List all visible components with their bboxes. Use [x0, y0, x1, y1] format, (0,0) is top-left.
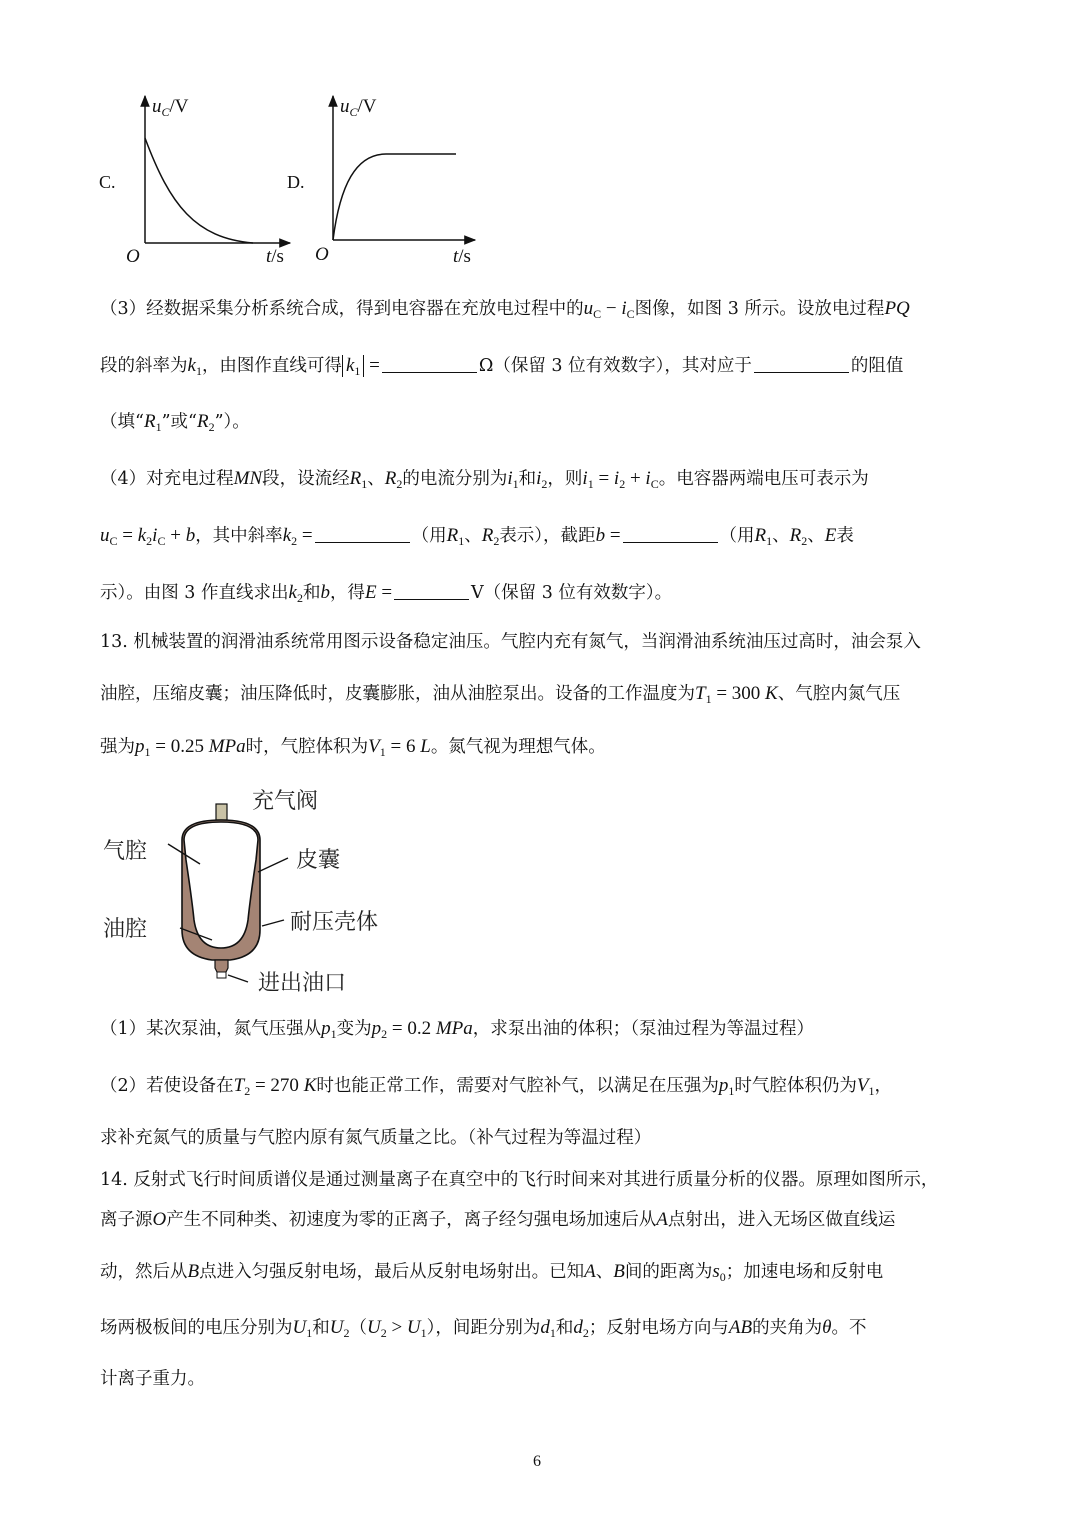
- graph-c: [120, 90, 295, 270]
- answer-blank-e[interactable]: [394, 581, 469, 600]
- q12-part3-line2: 段的斜率为$k_1$，由图作直线可得 $k_1 = \Omega$（保留 3 位有效数字），其对应于 的阻值: [100, 355, 904, 378]
- q12-part4-line1: （4）对充电过程MN段，设流经$R_1$、$R_2$的电流分别为$i_1$和$i_2$，则$i_1 = i_2 + i_C$。电容器两端电压可表示为: [100, 468, 869, 491]
- q12-part3-line1: （3）经数据采集分析系统合成，得到电容器在充放电过程中的$u_C - i_C$图像，如图 3 所示。设放电过程PQ: [100, 298, 910, 321]
- q13-line1: 13. 机械装置的润滑油系统常用图示设备稳定油压。气腔内充有氮气，当润滑油系统油压过高时，油会泵入: [100, 632, 921, 652]
- graph-c-y-label: $u_C/V$: [152, 96, 189, 119]
- answer-blank-k2[interactable]: [315, 524, 410, 543]
- answer-blank-k1[interactable]: [382, 354, 477, 373]
- label-bladder: 皮囊: [296, 848, 341, 873]
- q13-sub1: （1）某次泵油，氮气压强从$p_1$变为$p_2 = 0.2$ MPa，求泵出油的体积；（泵油过程为等温过程）: [100, 1018, 815, 1041]
- page-number: 6: [533, 1453, 541, 1470]
- q14-line2: 离子源O产生不同种类、初速度为零的正离子，离子经匀强电场加速后从A点射出，进入无场区做直线运: [100, 1209, 896, 1230]
- q12-part3-line3: （填“$R_1$”或“$R_2$”）。: [100, 411, 250, 434]
- graph-c-x-label: t/s: [266, 246, 284, 267]
- graph-d-rise-curve: [333, 154, 456, 240]
- q12-part4-line2: $u_C = k_2i_C + b$，其中斜率$k_2$ = （用$R_1$、$R_2$表示），截距b = （用$R_1$、$R_2$、E表: [100, 525, 854, 548]
- graph-c-decay-curve: [145, 138, 253, 243]
- charging-valve: [216, 804, 227, 820]
- q13-sub2-line2: 求补充氮气的质量与气腔内原有氮气质量之比。（补气过程为等温过程）: [100, 1128, 652, 1148]
- label-pressure-shell: 耐压壳体: [290, 910, 379, 935]
- q14-line4: 场两极板间的电压分别为$U_1$和$U_2(U_2 > U_1)$，间距分别为$d_1$和$d_2$；反射电场方向与AB的夹角为θ。不: [100, 1317, 867, 1340]
- q13-line3: 强为$p_1 = 0.25$ MPa时，气腔体积为$V_1 = 6$ L。氮气视为理想气体。: [100, 736, 606, 759]
- q14-line1: 14. 反射式飞行时间质谱仪是通过测量离子在真空中的飞行时间来对其进行质量分析的仪器。原理如图所示，: [100, 1170, 939, 1190]
- q13-sub2-line1: （2）若使设备在$T_2 = 270$ K时也能正常工作，需要对气腔补气，以满足在压强为$p_1$时气腔体积仍为$V_1$，: [100, 1075, 892, 1098]
- q12-part4-line3: 示）。由图 3 作直线求出$k_2$和b，得E = V（保留 3 位有效数字）。: [100, 582, 673, 605]
- answer-blank-b[interactable]: [623, 524, 718, 543]
- graph-d-x-label: t/s: [453, 246, 471, 267]
- label-oil-port: 进出油口: [258, 971, 347, 996]
- graph-d: [308, 90, 483, 270]
- graph-d-y-label: $u_C/V$: [340, 96, 377, 119]
- graph-d-origin: O: [315, 244, 329, 265]
- label-charging-valve: 充气阀: [252, 789, 319, 814]
- q14-line5: 计离子重力。: [100, 1369, 205, 1389]
- label-oil-chamber: 油腔: [103, 917, 148, 942]
- option-d-label: D.: [287, 172, 305, 192]
- label-gas-chamber: 气腔: [103, 839, 148, 864]
- graph-c-origin: O: [126, 246, 140, 267]
- q13-line2: 油腔，压缩皮囊；油压降低时，皮囊膨胀，油从油腔泵出。设备的工作温度为$T_1 = 300$ K、气腔内氮气压: [100, 683, 901, 706]
- option-c-label: C.: [99, 172, 116, 192]
- answer-blank-resistor[interactable]: [754, 354, 849, 373]
- q14-line3: 动，然后从B点进入匀强反射电场，最后从反射电场射出。已知A、B间的距离为$s_0$；加速电场和反射电: [100, 1261, 884, 1284]
